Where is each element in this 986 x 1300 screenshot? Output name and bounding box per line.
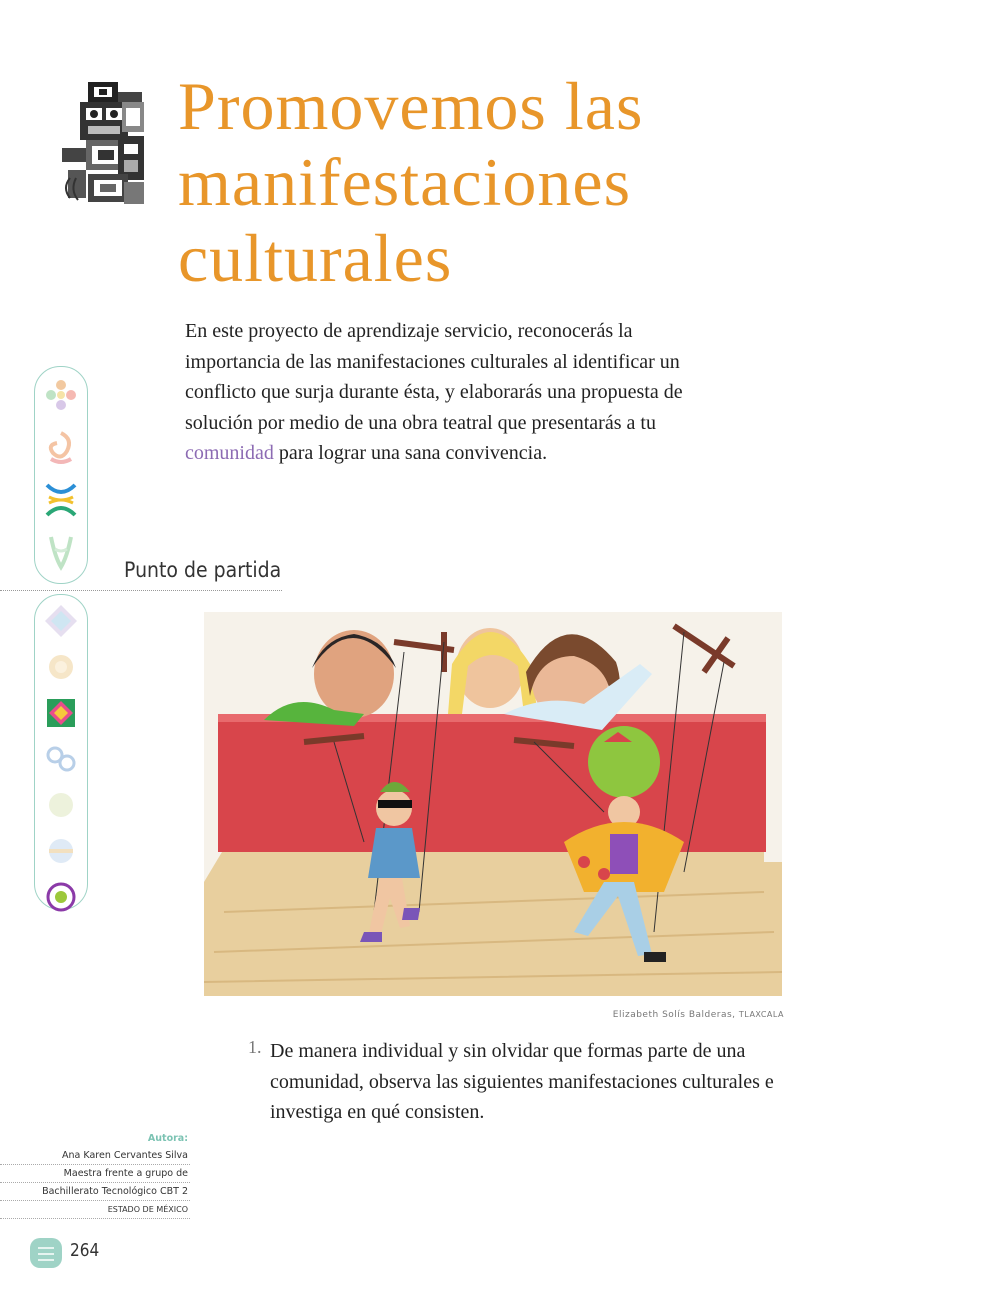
credit-author: Elizabeth Solís Balderas, (612, 1010, 736, 1020)
section-heading: Punto de partida (124, 558, 282, 582)
leaf-icon[interactable] (41, 785, 81, 825)
page-title (178, 68, 643, 296)
chain-icon[interactable] (41, 739, 81, 779)
sun-icon[interactable] (41, 647, 81, 687)
author-state: ESTADO DE MÉXICO (0, 1201, 190, 1219)
globe-icon[interactable] (41, 831, 81, 871)
flower-icon[interactable] (41, 373, 81, 419)
hands-icon[interactable] (41, 529, 81, 575)
credit-place: TLAXCALA (738, 1010, 784, 1019)
title-line-3: culturales (178, 220, 453, 296)
community-icon[interactable] (41, 477, 81, 523)
author-role-1: Maestra frente a grupo de (0, 1165, 190, 1183)
author-label: Autora: (147, 1133, 188, 1144)
illustration-credit (613, 1010, 784, 1020)
title-line-1: Promovemos las (178, 68, 644, 144)
circle-spark-icon[interactable] (41, 877, 81, 917)
aztec-glyph-icon (58, 78, 150, 208)
page-badge-icon (30, 1238, 62, 1268)
side-nav-rail-bottom (34, 594, 88, 910)
section-divider (0, 590, 282, 591)
page-number: 264 (70, 1240, 100, 1261)
activity-text: De manera individual y sin olvidar que formas parte de una comunidad, observa las siguientes manifestaciones culturales e investiga en qué consisten. (270, 1040, 774, 1123)
intro-text-after: para lograr una sana convivencia. (273, 442, 548, 464)
author-role-2: Bachillerato Tecnológico CBT 2 (0, 1183, 190, 1201)
intro-text-before: En este proyecto de aprendizaje servicio, reconocerás la importancia de las manifestaciones culturales al identificar un conflicto que surja durante ésta, y elaborarás una propuesta de solución por medio de una obra teatral que presentarás a tu (185, 320, 683, 434)
diamond-icon[interactable] (41, 601, 81, 641)
activity-number: 1. (248, 1037, 262, 1057)
spiral-icon[interactable] (41, 425, 81, 471)
square-star-icon[interactable] (41, 693, 81, 733)
intro-paragraph (185, 316, 685, 469)
title-line-2: manifestaciones (178, 144, 632, 220)
marionette-illustration (204, 612, 782, 996)
side-nav-rail-top (34, 366, 88, 584)
stage-box (218, 714, 766, 852)
activity-item (248, 1036, 808, 1128)
author-box (0, 1130, 190, 1219)
glossary-keyword-link[interactable]: comunidad (185, 442, 274, 464)
author-name: Ana Karen Cervantes Silva (0, 1147, 190, 1165)
